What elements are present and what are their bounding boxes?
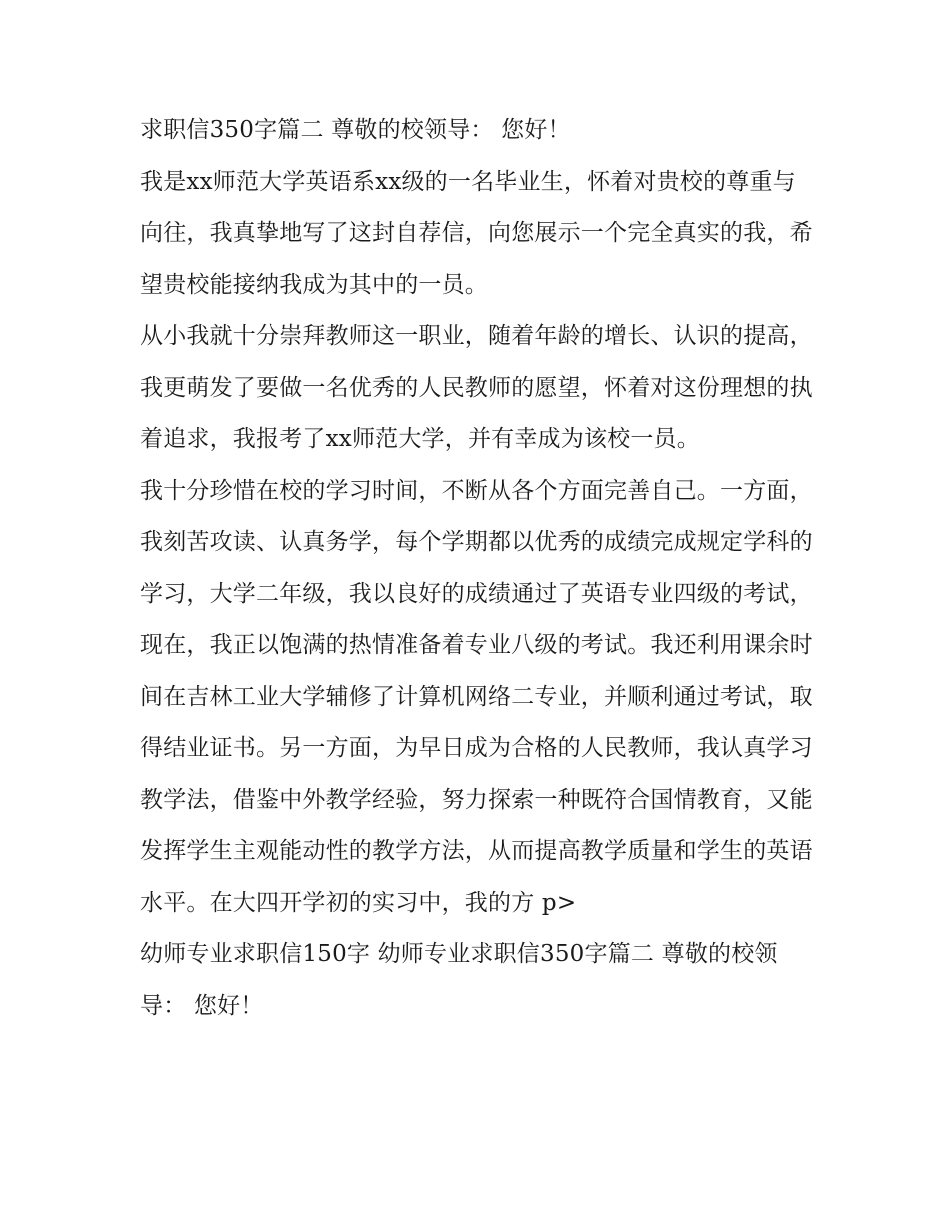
paragraph-heading: 求职信350字篇二 尊敬的校领导： 您好！ [140,117,571,143]
paragraph-introduction: 我是xx师范大学英语系xx级的一名毕业生，怀着对贵校的尊重与向往，我真挚地写了这封自荐信，向您展示一个完全真实的我，希望贵校能接纳我成为其中的一员。 [140,168,813,298]
paragraph-aspiration: 从小我就十分崇拜教师这一职业，随着年龄的增长、认识的提高，我更萌发了要做一名优秀的人民教师的愿望，怀着对这份理想的执着追求，我报考了xx师范大学，并有幸成为该校一员。 [140,323,813,452]
paragraph-studies: 我十分珍惜在校的学习时间，不断从各个方面完善自己。一方面，我刻苦攻读、认真务学，每个学期都以优秀的成绩完成规定学科的学习，大学二年级，我以良好的成绩通过了英语专业四级的考试，现在，我正以饱满的热情准备着专业八级的考试。我还利用课余时间在吉林工业大学辅修了计算机网络二专业，并顺利通过考试，取得结业证书。另一方面，为早日成为合格的人民教师，我认真学习教学法，借鉴中外教学经验，努力探索一种既符合国情教育，又能发挥学生主观能动性的教学方法，从而提高教学质量和学生的英语水平。在大四开学初的实习中，我的方 p> [140,477,813,916]
document-body [140,105,815,1032]
paragraph-second-heading: 幼师专业求职信150字 幼师专业求职信350字篇二 尊敬的校领导： 您好！ [140,941,778,1019]
